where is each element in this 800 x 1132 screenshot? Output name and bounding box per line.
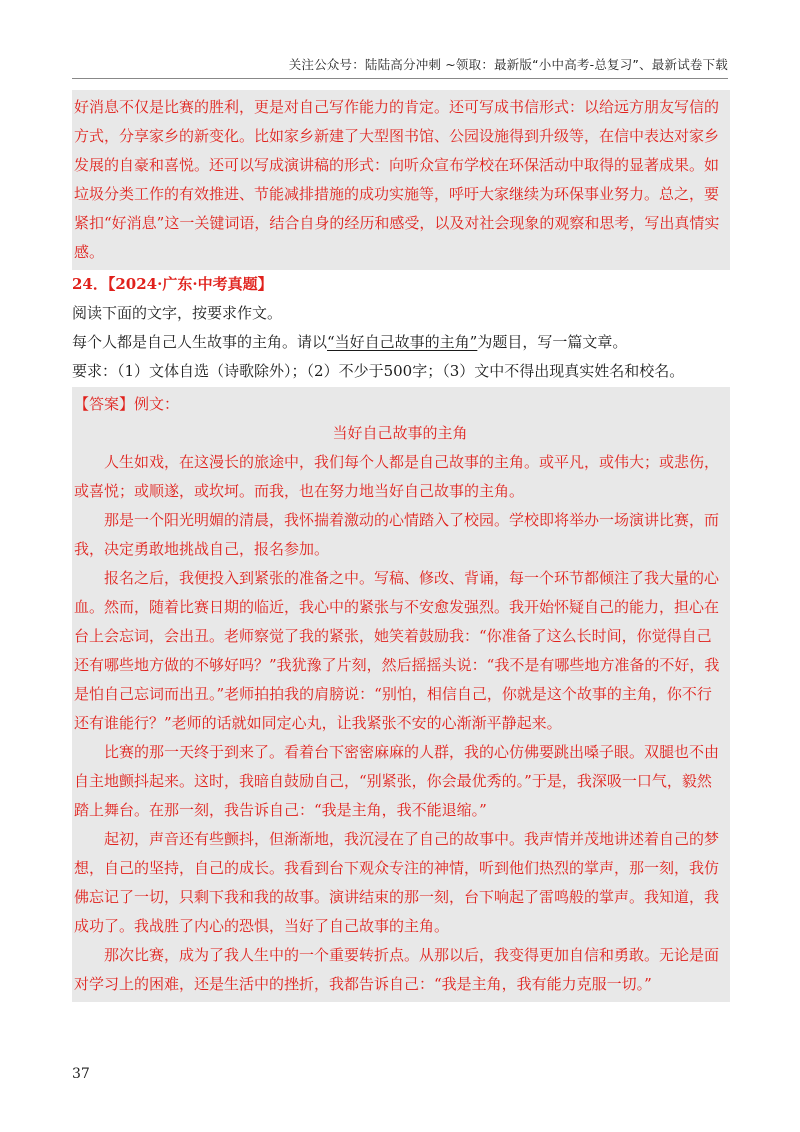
- essay-paragraph: 起初，声音还有些颤抖，但渐渐地，我沉浸在了自己的故事中。我声情并茂地讲述着自己的梦想，自己的坚持，自己的成长。我看到台下观众专注的神情，听到他们热烈的掌声，那一刻，我仿佛忘记了一切，只剩下我和我的故事。演讲结束的那一刻，台下响起了雷鸣般的掌声。我知道，我成功了。我战胜了内心的恐惧，当好了自己故事的主角。: [74, 830, 720, 935]
- answer-label-suffix: 例文：: [134, 395, 180, 413]
- prompt-before: 每个人都是自己人生故事的主角。请以: [72, 333, 328, 351]
- question-instruction: 阅读下面的文字，按要求作文。: [72, 304, 283, 322]
- question-prompt: [72, 328, 730, 357]
- page-content: [72, 90, 730, 1002]
- prompt-after: 为题目，写一篇文章。: [477, 333, 628, 351]
- previous-answer-text: 好消息不仅是比赛的胜利，更是对自己写作能力的肯定。还可写成书信形式：以给远方朋友写信的方式，分享家乡的新变化。比如家乡新建了大型图书馆、公园设施得到升级等，在信中表达对家乡发展的自豪和喜悦。还可以写成演讲稿的形式：向听众宣布学校在环保活动中取得的显著成果。如垃圾分类工作的有效推进、节能减排措施的成功实施等，呼吁大家继续为环保事业努力。总之，要紧扣“好消息”这一关键词语，结合自身的经历和感受，以及对社会现象的观察和思考，写出真情实感。: [74, 98, 720, 261]
- essay-paragraph: 那是一个阳光明媚的清晨，我怀揣着激动的心情踏入了校园。学校即将举办一场演讲比赛，而我，决定勇敢地挑战自己，报名参加。: [74, 511, 720, 558]
- answer-label-line: [74, 390, 726, 419]
- previous-answer-block: [72, 90, 730, 270]
- answer-block: [72, 387, 730, 1002]
- question-number: 24．: [72, 275, 108, 293]
- essay-title: 当好自己故事的主角: [332, 424, 468, 442]
- page-header: 关注公众号：陆陆高分冲刺 ~领取：最新版“小中高考-总复习”、最新试卷下载: [288, 57, 728, 72]
- page-number: 37: [72, 1066, 90, 1082]
- question-requirements: 要求：（1）文体自选（诗歌除外）；（2）不少于500字；（3）文中不得出现真实姓名和校名。: [72, 362, 685, 380]
- essay-paragraph: 比赛的那一天终于到来了。看着台下密密麻麻的人群，我的心仿佛要跳出嗓子眼。双腿也不由自主地颤抖起来。这时，我暗自鼓励自己，“别紧张，你会最优秀的。”于是，我深吸一口气，毅然踏上舞台。在那一刻，我告诉自己：“我是主角，我不能退缩。”: [74, 743, 720, 819]
- question-source: 【2024·广东·中考真题】: [107, 275, 273, 293]
- essay-paragraph: 报名之后，我便投入到紧张的准备之中。写稿、修改、背诵，每一个环节都倾注了我大量的心血。然而，随着比赛日期的临近，我心中的紧张与不安愈发强烈。我开始怀疑自己的能力，担心在台上会忘词，会出丑。老师察觉了我的紧张，她笑着鼓励我：“你准备了这么长时间，你觉得自己还有哪些地方做的不够好吗？”我犹豫了片刻，然后摇摇头说：“我不是有哪些地方准备的不好，我是怕自己忘词而出丑。”老师拍拍我的肩膀说：“别怕，相信自己，你就是这个故事的主角，你不行还有谁能行？”老师的话就如同定心丸，让我紧张不安的心渐渐平静起来。: [74, 569, 720, 732]
- answer-label: 【答案】: [74, 395, 135, 413]
- question-block: [72, 270, 730, 386]
- essay-paragraph: 那次比赛，成为了我人生中的一个重要转折点。从那以后，我变得更加自信和勇敢。无论是面对学习上的困难，还是生活中的挫折，我都告诉自己：“我是主角，我有能力克服一切。”: [74, 946, 720, 993]
- question-heading: [72, 270, 730, 299]
- header-divider: [72, 78, 728, 79]
- prompt-title: “当好自己故事的主角”: [327, 333, 478, 351]
- essay-paragraph: 人生如戏，在这漫长的旅途中，我们每个人都是自己故事的主角。或平凡，或伟大；或悲伤，或喜悦；或顺遂，或坎坷。而我，也在努力地当好自己故事的主角。: [74, 453, 720, 500]
